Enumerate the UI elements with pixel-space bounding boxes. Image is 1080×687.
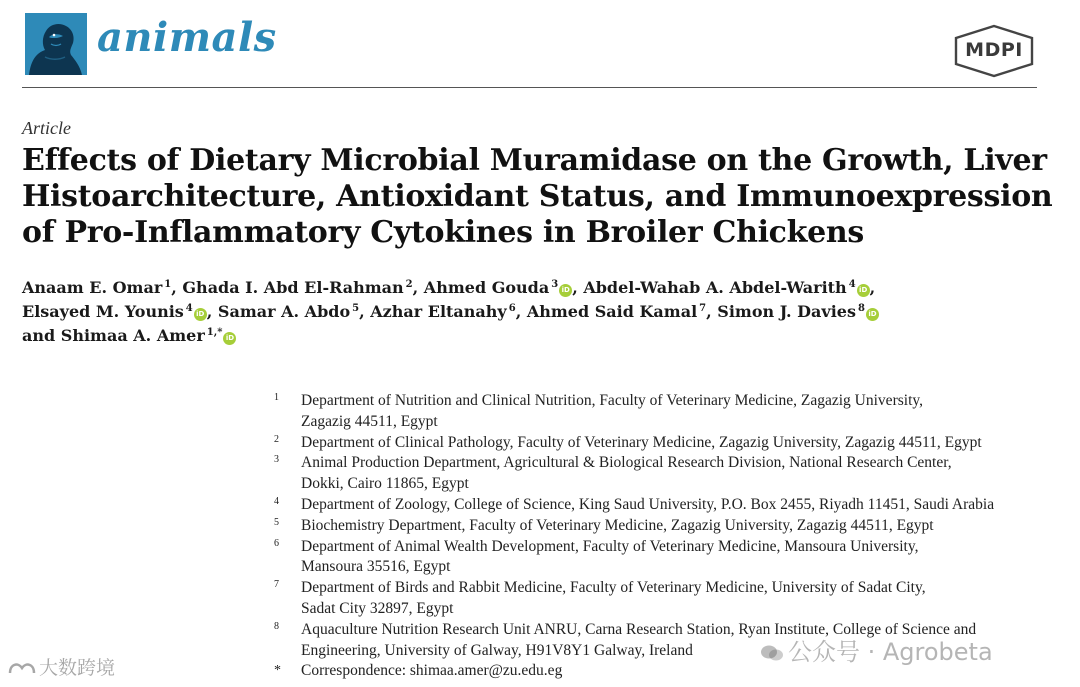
affiliation-number: 2 — [274, 433, 279, 445]
logo-mark-icon — [8, 659, 36, 677]
affiliation-number: 1 — [274, 392, 279, 403]
author-name[interactable]: Ahmed Said Kamal $^7$ — [526, 302, 707, 321]
author-name[interactable]: Anaam E. Omar $^1$ — [22, 278, 172, 297]
author-name[interactable]: Ghada I. Abd El-Rahman $^2$ — [182, 278, 413, 297]
journal-name: animals — [97, 14, 277, 61]
title-line: of Pro-Inflammatory Cytokines in Broiler Chickens — [22, 215, 865, 250]
affiliation-item: 7 Department of Birds and Rabbit Medicine, Faculty of Veterinary Medicine, University of Sadat City, Sadat City 32897, Egypt — [272, 578, 1062, 620]
author-name[interactable]: Azhar Eltanahy $^6$ — [370, 302, 516, 321]
title-line: Histoarchitecture, Antioxidant Status, and Immunoexpression — [22, 179, 1053, 214]
affiliation-number: 6 — [274, 537, 279, 549]
gorilla-silhouette-icon — [25, 13, 87, 75]
affiliation-number: 5 — [274, 516, 279, 528]
orcid-icon[interactable]: iD — [194, 308, 207, 321]
affiliation-item: 2 Department of Clinical Pathology, Faculty of Veterinary Medicine, Zagazig University, Zagazig 44511, Egypt — [272, 433, 1062, 454]
author-name[interactable]: Simon J. Davies $^8$ iD — [717, 302, 879, 321]
author-name[interactable]: Abdel-Wahab A. Abdel-Warith $^4$ iD — [583, 278, 869, 297]
watermark-left: 大数跨境 — [8, 653, 115, 680]
author-name[interactable]: Shimaa A. Amer $^{1,*}$ iD — [61, 326, 237, 345]
journal-header — [0, 0, 1080, 90]
author-name[interactable]: Elsayed M. Younis $^4$ iD — [22, 302, 207, 321]
author-name[interactable]: Ahmed Gouda $^3$ iD — [424, 278, 572, 297]
paper-title — [22, 143, 1052, 251]
affiliation-number: 4 — [274, 495, 279, 507]
author-name[interactable]: Samar A. Abdo $^5$ — [217, 302, 360, 321]
orcid-icon[interactable]: iD — [857, 284, 870, 297]
article-type-label: Article — [22, 118, 71, 138]
correspondence-email[interactable]: Correspondence: shimaa.amer@zu.edu.eg — [301, 662, 563, 680]
orcid-icon[interactable]: iD — [866, 308, 879, 321]
watermark-right: 公众号 · Agrobeta — [760, 632, 993, 667]
title-line: Effects of Dietary Microbial Muramidase on the Growth, Liver — [22, 143, 1047, 178]
journal-logo[interactable] — [25, 13, 87, 75]
affiliation-item: 5 Biochemistry Department, Faculty of Veterinary Medicine, Zagazig University, Zagazig 44511, Egypt — [272, 516, 1062, 537]
orcid-icon[interactable]: iD — [559, 284, 572, 297]
affiliation-number: 8 — [274, 620, 279, 632]
wechat-icon — [760, 643, 784, 663]
affiliation-item: 3 Animal Production Department, Agricultural & Biological Research Division, National Research Center, Dokki, Cairo 11865, Egypt — [272, 453, 1062, 495]
author-line: and Shimaa A. Amer $^{1,*}$ iD — [22, 324, 1062, 348]
author-list — [22, 276, 1062, 348]
affiliation-item: 1 Department of Nutrition and Clinical Nutrition, Faculty of Veterinary Medicine, Zagazig University, Zagazig 44511, Egypt — [272, 391, 1062, 433]
affiliation-number: 7 — [274, 579, 279, 591]
author-line: Elsayed M. Younis $^4$ iD , Samar A. Abdo $^5$, Azhar Eltanahy $^6$, Ahmed Said Kamal $^7$, Simon J. Davies $^8$ iD — [22, 300, 1062, 324]
affiliation-item: 4 Department of Zoology, College of Science, King Saud University, P.O. Box 2455, Riyadh 11451, Saudi Arabia — [272, 495, 1062, 516]
author-line: Anaam E. Omar $^1$, Ghada I. Abd El-Rahman $^2$, Ahmed Gouda $^3$ iD , Abdel-Wahab A. Abdel-Warith $^4$ iD , — [22, 278, 876, 297]
publisher-logo[interactable] — [953, 24, 1035, 78]
affiliation-item: 6 Department of Animal Wealth Development, Faculty of Veterinary Medicine, Mansoura University, Mansoura 35516, Egypt — [272, 537, 1062, 579]
affiliation-item: 8 Aquaculture Nutrition Research Unit ANRU, Carna Research Station, Ryan Institute, College of Science and Engineering, University of Galway, H91V8Y1 Galway, Ireland — [272, 620, 1062, 662]
publisher-name: MDPI — [965, 39, 1023, 61]
correspondence-marker: * — [274, 663, 281, 679]
header-divider — [22, 87, 1037, 88]
orcid-icon[interactable]: iD — [223, 332, 236, 345]
affiliation-number: 3 — [274, 454, 279, 466]
